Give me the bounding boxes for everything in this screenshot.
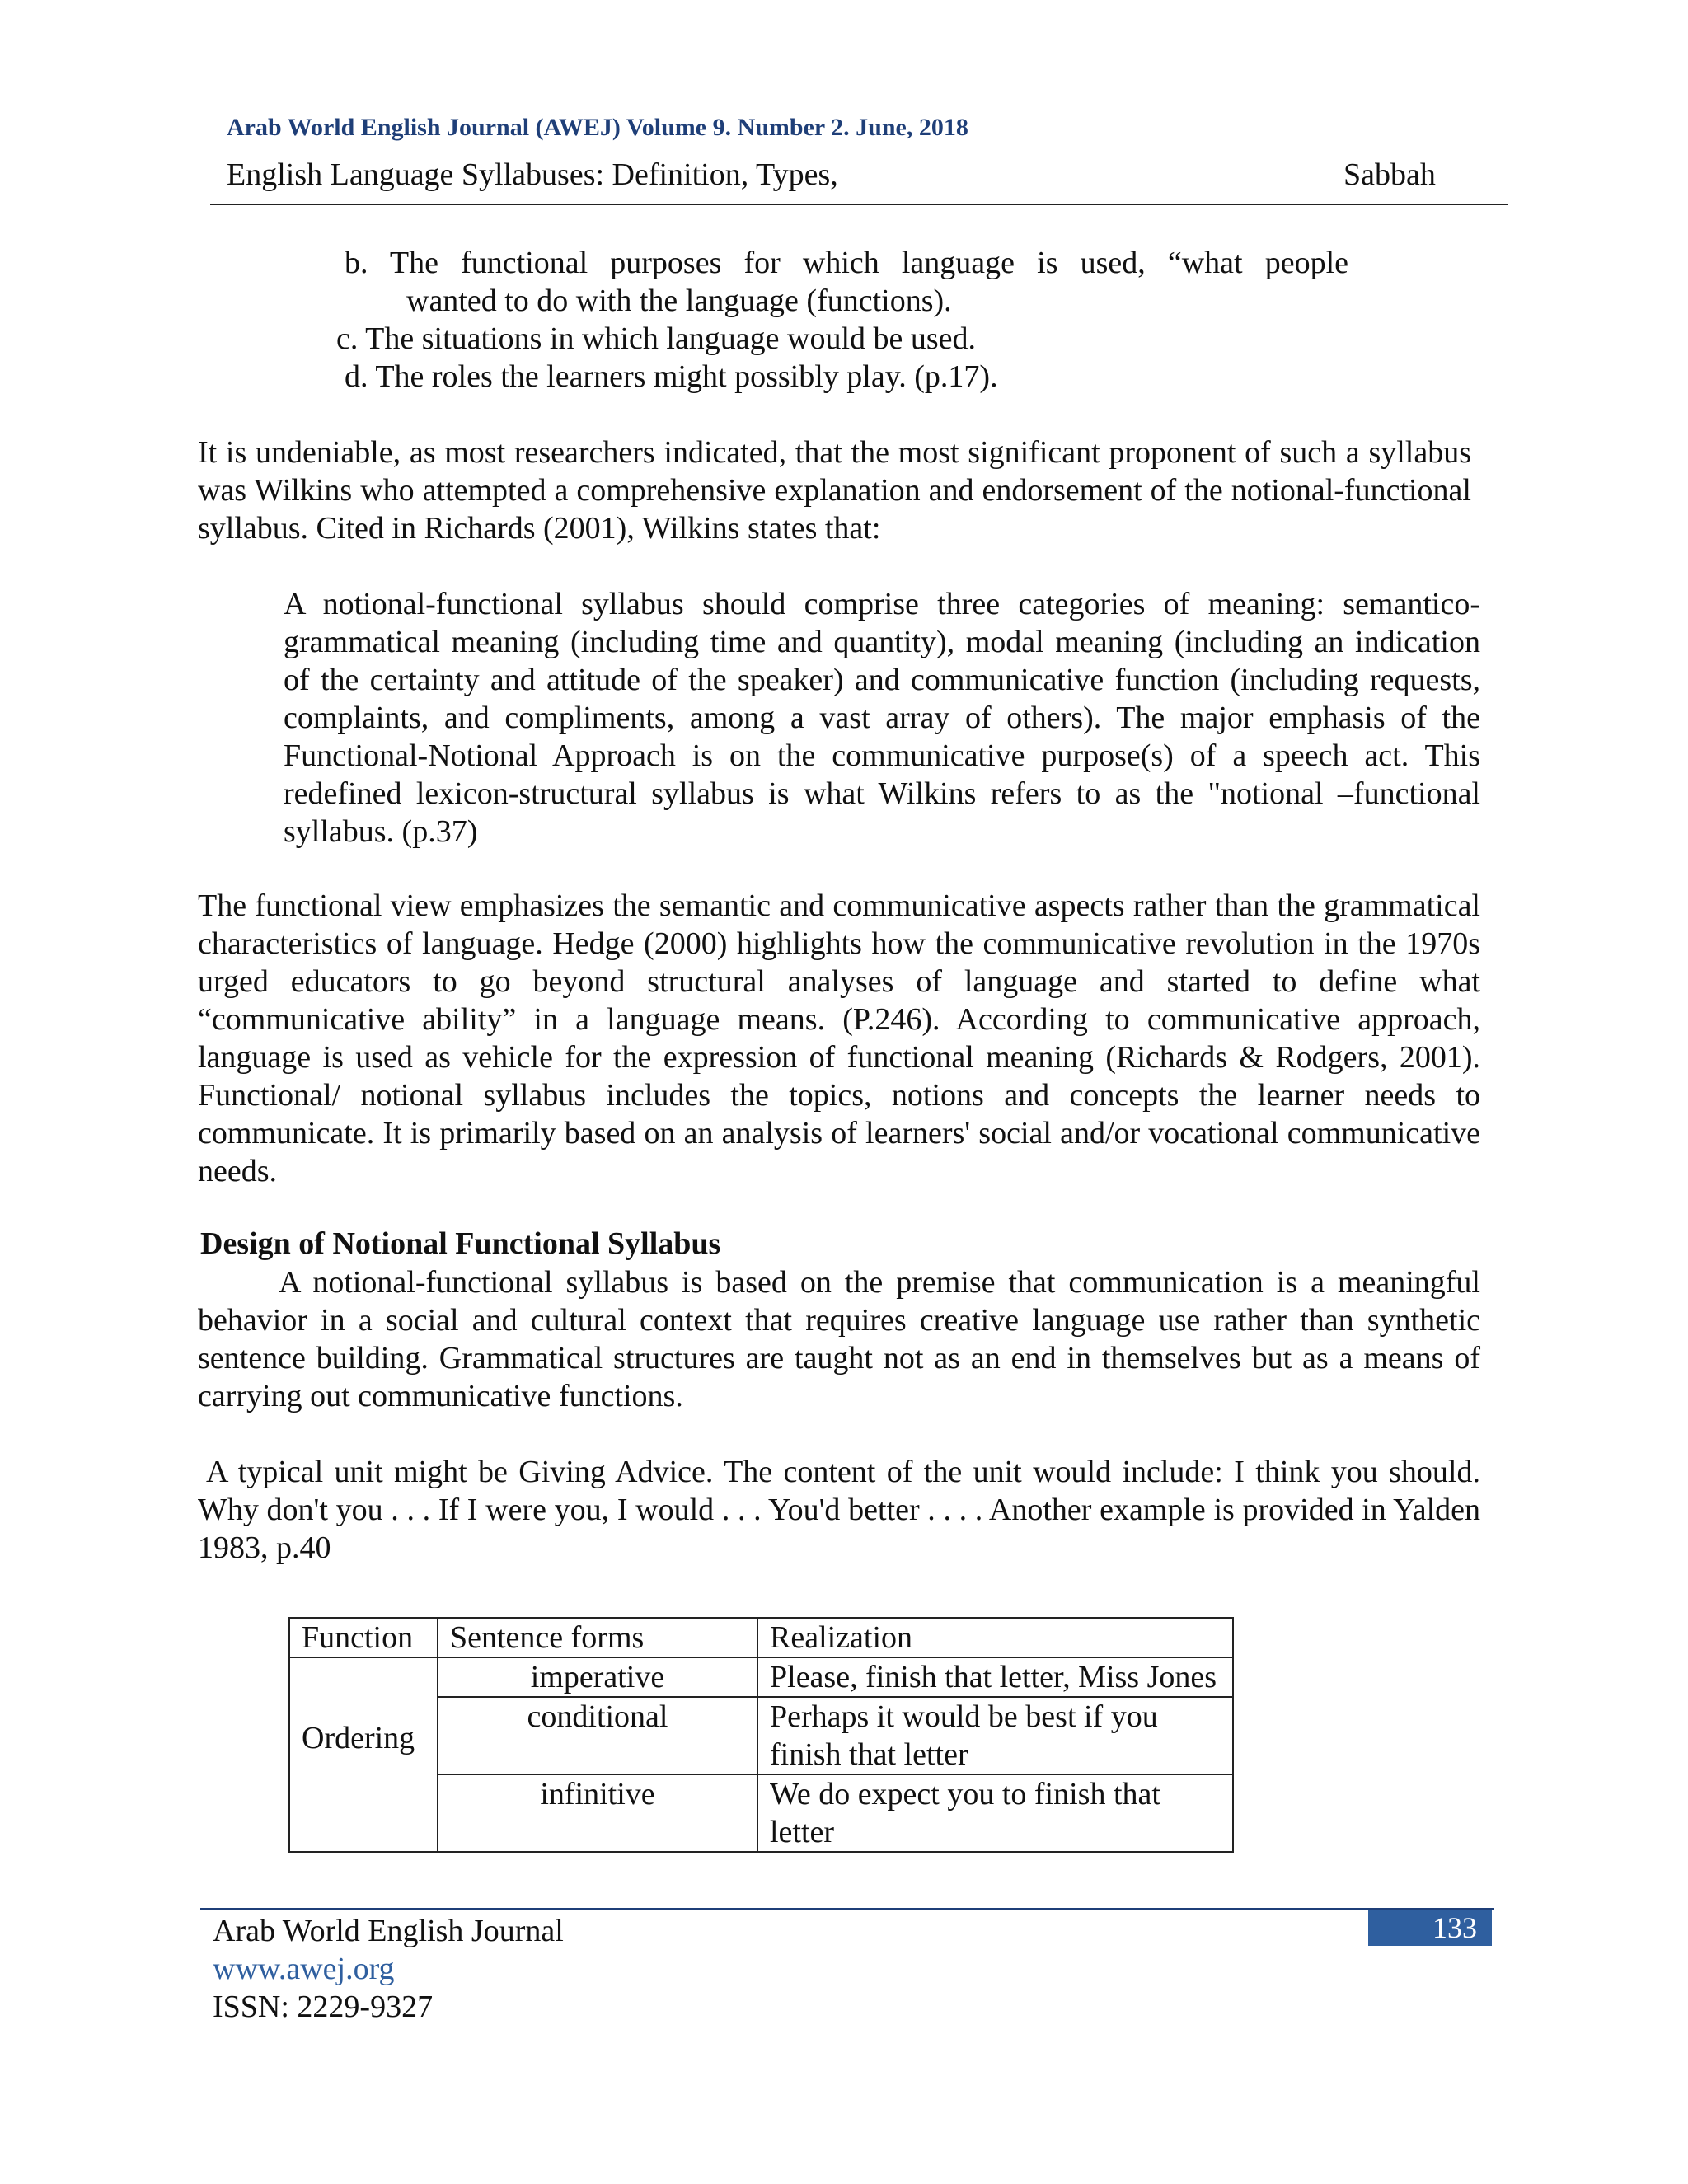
- table-form-cell: conditional: [438, 1697, 757, 1774]
- table-function-cell: Ordering: [289, 1657, 438, 1852]
- paragraph-design: A notional-functional syllabus is based on the premise that communication is a meaningful behavior in a social and cultural context that requires creative language use rather than synthetic sentence building. Grammatical structures are taught not as an end in themselves but as a means of carrying out communicative functions.: [198, 1265, 1480, 1413]
- block-quote: A notional-functional syllabus should comprise three categories of meaning: semantico-grammatical meaning (including time and quantity), modal meaning (including an indication of the certainty and attitude of the speaker) and communicative function (including requests, complaints, and compliments, among a vast array of others). The major emphasis of the Functional-Notional Approach is on the communicative purpose(s) of a speech act. This redefined lexicon-structural syllabus is what Wilkins refers to as the "notional –functional syllabus. (p.37): [284, 587, 1480, 849]
- table-realization-cell: We do expect you to finish that letter: [757, 1774, 1233, 1852]
- running-title: English Language Syllabuses: Definition, Types,: [227, 157, 838, 192]
- list-item-d: d. The roles the learners might possibly play. (p.17).: [345, 359, 998, 394]
- table-form-cell: imperative: [438, 1657, 757, 1697]
- section-heading: Design of Notional Functional Syllabus: [200, 1226, 721, 1261]
- table-realization-cell: Please, finish that letter, Miss Jones: [757, 1657, 1233, 1697]
- paragraph-wilkins: It is undeniable, as most researchers indicated, that the most significant proponent of such a syllabus was Wilkins who attempted a comprehensive explanation and endorsement of the notional-functional syllabus. Cited in Richards (2001), Wilkins states that:: [198, 435, 1471, 546]
- paragraph-functional-view: The functional view emphasizes the semantic and communicative aspects rather than the grammatical characteristics of language. Hedge (2000) highlights how the communicative revolution in the 1970s urged educators to go beyond structural analyses of language and started to define what “communicative ability” in a language means. (P.246). According to communicative approach, language is used as vehicle for the expression of functional meaning (Richards & Rodgers, 2001). Functional/ notional syllabus includes the topics, notions and concepts the learner needs to communicate. It is primarily based on an analysis of learners' social and/or vocational communicative needs.: [198, 888, 1480, 1188]
- table-header-row: [289, 1618, 1233, 1657]
- table-realization-cell: Perhaps it would be best if you finish that letter: [757, 1697, 1233, 1774]
- footer-journal: Arab World English Journal: [213, 1914, 564, 1948]
- paragraph-example: A typical unit might be Giving Advice. The content of the unit would include: I think you should. Why don't you . . . If I were you, I would . . . You'd better . . . . Another example is provided in Yalden 1983, p.40: [198, 1455, 1480, 1565]
- footer-issn: ISSN: 2229-9327: [213, 1990, 434, 2024]
- footer-divider: [200, 1908, 1494, 1910]
- journal-header: Arab World English Journal (AWEJ) Volume 9. Number 2. June, 2018: [227, 114, 968, 141]
- page-number-badge: [1368, 1910, 1492, 1946]
- table-header-realization: Realization: [757, 1618, 1233, 1657]
- running-author: Sabbah: [1343, 157, 1436, 192]
- footer-url-link[interactable]: www.awej.org: [213, 1952, 395, 1986]
- list-item-b-line1: b. The functional purposes for which language is used, “what people: [345, 246, 1348, 280]
- list-item-c: c. The situations in which language would be used.: [336, 321, 977, 356]
- list-item-b-line2: wanted to do with the language (functions).: [406, 284, 952, 318]
- table-row: [289, 1657, 1233, 1697]
- header-divider: [210, 204, 1508, 205]
- table-header-forms: Sentence forms: [438, 1618, 757, 1657]
- table-header-function: Function: [289, 1618, 438, 1657]
- example-table: [288, 1617, 1234, 1853]
- table-form-cell: infinitive: [438, 1774, 757, 1852]
- page-number: 133: [1432, 1911, 1477, 1944]
